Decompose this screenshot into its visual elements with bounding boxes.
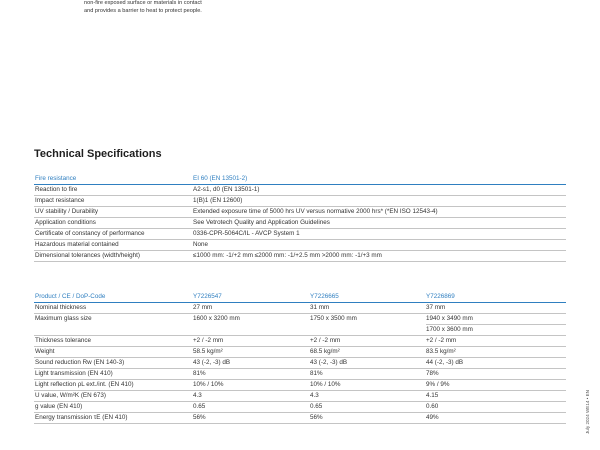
table-row	[34, 185, 566, 196]
cell: 68.5 kg/m²	[309, 347, 425, 358]
cell: 10% / 10%	[309, 380, 425, 391]
cell: +2 / -2 mm	[192, 336, 309, 347]
table-row	[34, 380, 566, 391]
cell	[425, 314, 566, 336]
row-label: Energy transmission τE (EN 410)	[34, 413, 192, 424]
cell: 43 (-2, -3) dB	[192, 358, 309, 369]
table-row	[34, 336, 566, 347]
row-label: Weight	[34, 347, 192, 358]
cell: 31 mm	[309, 303, 425, 314]
row-label: g value (EN 410)	[34, 402, 192, 413]
cell: 44 (-2, -3) dB	[425, 358, 566, 369]
cell-line: 1700 x 3600 mm	[426, 324, 566, 335]
row-label: Thickness tolerance	[34, 336, 192, 347]
intro-line: non-fire exposed surface or materials in contact	[84, 0, 202, 6]
cell: 10% / 10%	[192, 380, 309, 391]
row-value: None	[192, 240, 566, 251]
row-label: Dimensional tolerances (width/height)	[34, 251, 192, 262]
side-note: July 2024 WE14 • EN	[585, 390, 590, 434]
row-label: Nominal thickness	[34, 303, 192, 314]
cell: 1600 x 3200 mm	[192, 314, 309, 336]
cell: 0.65	[192, 402, 309, 413]
cell-line: 1940 x 3490 mm	[426, 315, 473, 322]
cell: 81%	[192, 369, 309, 380]
cell: 0.60	[425, 402, 566, 413]
table-row	[34, 303, 566, 314]
row-value: ≤1000 mm: -1/+2 mm ≤2000 mm: -1/+2.5 mm >2000 mm: -1/+3 mm	[192, 251, 566, 262]
header-cell: Y7226665	[309, 292, 425, 303]
product-specs-table	[34, 292, 566, 424]
cell: 4.3	[192, 391, 309, 402]
intro-line: and provides a barrier to heat to protect people.	[84, 7, 202, 14]
row-label: Light transmission (EN 410)	[34, 369, 192, 380]
header-cell: Y7226869	[425, 292, 566, 303]
cell: 49%	[425, 413, 566, 424]
table-row	[34, 251, 566, 262]
row-label: Light reflection ρL ext./int. (EN 410)	[34, 380, 192, 391]
cell: 0.65	[309, 402, 425, 413]
cell: 58.5 kg/m²	[192, 347, 309, 358]
row-value: A2-s1, d0 (EN 13501-1)	[192, 185, 566, 196]
row-value: 0336-CPR-5064C/IL - AVCP System 1	[192, 229, 566, 240]
header-cell: Y7226547	[192, 292, 309, 303]
row-value: See Vetrotech Quality and Application Guidelines	[192, 218, 566, 229]
table-row	[34, 391, 566, 402]
table-row	[34, 347, 566, 358]
header-cell: Fire resistance	[34, 174, 192, 185]
section-title: Technical Specifications	[34, 148, 162, 160]
cell: 56%	[309, 413, 425, 424]
table-row	[34, 240, 566, 251]
table-row	[34, 402, 566, 413]
cell: 27 mm	[192, 303, 309, 314]
row-label: Application conditions	[34, 218, 192, 229]
table-row	[34, 229, 566, 240]
table-header-row	[34, 174, 566, 185]
cell: 56%	[192, 413, 309, 424]
cell: 4.3	[309, 391, 425, 402]
row-label: Maximum glass size	[34, 314, 192, 336]
intro-paragraph	[84, 0, 274, 15]
table-header-row	[34, 292, 566, 303]
cell: +2 / -2 mm	[309, 336, 425, 347]
table-row	[34, 369, 566, 380]
cell: +2 / -2 mm	[425, 336, 566, 347]
row-label: Sound reduction Rw (EN 140-3)	[34, 358, 192, 369]
row-label: Reaction to fire	[34, 185, 192, 196]
cell: 83.5 kg/m²	[425, 347, 566, 358]
table-row	[34, 358, 566, 369]
row-value: 1(B)1 (EN 12600)	[192, 196, 566, 207]
row-label: Certificate of constancy of performance	[34, 229, 192, 240]
header-cell: Product / CE / DoP-Code	[34, 292, 192, 303]
header-cell: EI 60 (EN 13501-2)	[192, 174, 566, 185]
cell: 81%	[309, 369, 425, 380]
cell: 43 (-2, -3) dB	[309, 358, 425, 369]
cell: 37 mm	[425, 303, 566, 314]
table-row	[34, 413, 566, 424]
table-row	[34, 314, 566, 336]
row-label: Impact resistance	[34, 196, 192, 207]
table-row	[34, 218, 566, 229]
cell: 1750 x 3500 mm	[309, 314, 425, 336]
row-label: UV stability / Durability	[34, 207, 192, 218]
row-value: Extended exposure time of 5000 hrs UV versus normative 2000 hrs* (*EN ISO 12543-4)	[192, 207, 566, 218]
cell: 4.15	[425, 391, 566, 402]
cell: 78%	[425, 369, 566, 380]
row-label: Hazardous material contained	[34, 240, 192, 251]
row-label: U value, W/m²K (EN 673)	[34, 391, 192, 402]
table-row	[34, 196, 566, 207]
fire-resistance-table	[34, 174, 566, 262]
cell: 9% / 9%	[425, 380, 566, 391]
table-row	[34, 207, 566, 218]
